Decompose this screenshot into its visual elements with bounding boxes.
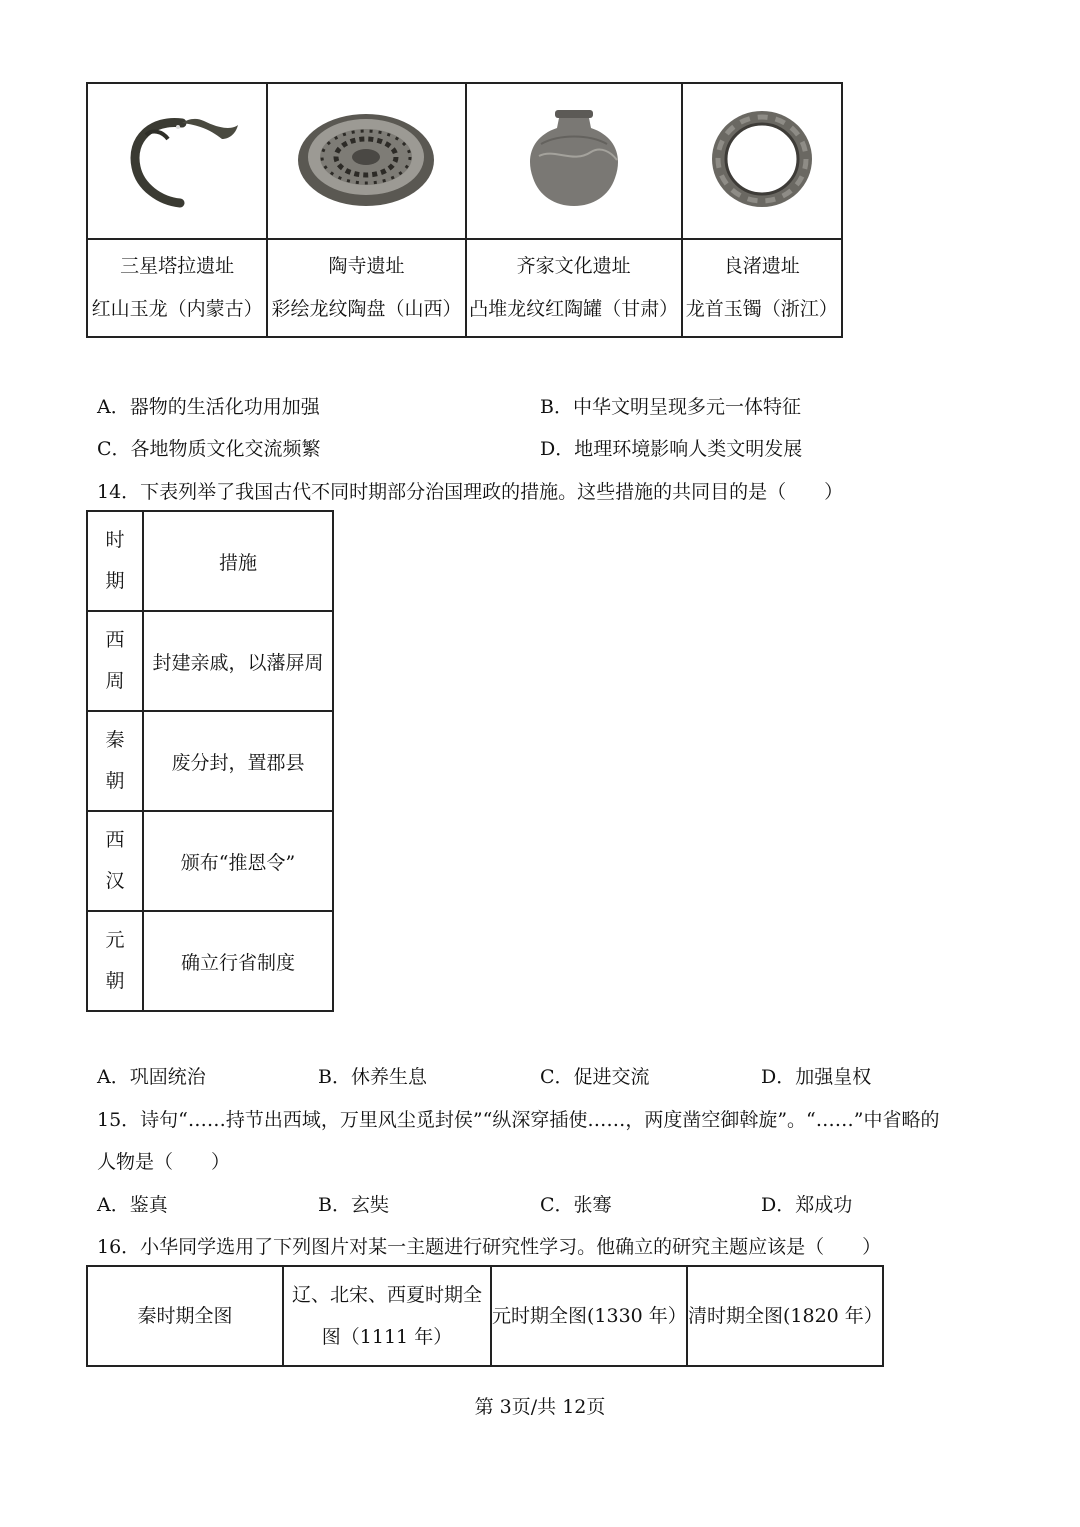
map-cell-qing: 清时期全图(1820 年）: [687, 1266, 883, 1366]
artifact-site: 良渚遗址: [723, 255, 800, 277]
table-row: [87, 911, 333, 1011]
q14-option-d[interactable]: D．加强皇权: [761, 1066, 872, 1088]
q13-option-d[interactable]: D．地理环境影响人类文明发展: [540, 438, 803, 460]
q14-option-c[interactable]: C．促进交流: [540, 1066, 650, 1088]
artifact-site: 齐家文化遗址: [516, 255, 631, 277]
q13-option-b[interactable]: B．中华文明呈现多元一体特征: [540, 396, 801, 418]
maps-table: [86, 1265, 884, 1367]
q15-option-c[interactable]: C．张骞: [540, 1194, 612, 1216]
period-cell: 元 朝: [87, 911, 143, 1011]
artifact-name: 凸堆龙纹红陶罐（甘肃）: [469, 298, 679, 320]
table-header-measure: 措施: [143, 511, 333, 611]
q13-option-c[interactable]: C．各地物质文化交流频繁: [97, 438, 321, 460]
artifact-site: 陶寺遗址: [328, 255, 405, 277]
artifact-name: 彩绘龙纹陶盘（山西）: [271, 298, 462, 320]
q14-option-b[interactable]: B．休养生息: [318, 1066, 427, 1088]
q15-option-d[interactable]: D．郑成功: [761, 1194, 853, 1216]
q15-option-a[interactable]: A．鉴真: [97, 1194, 168, 1216]
q13-option-a[interactable]: A．器物的生活化功用加强: [97, 396, 320, 418]
map-cell-yuan: 元时期全图(1330 年）: [491, 1266, 687, 1366]
period-cell: 西 汉: [87, 811, 143, 911]
measure-cell: 颁布“推恩令”: [143, 811, 333, 911]
q16-stem: 16．小华同学选用了下列图片对某一主题进行研究性学习。他确立的研究主题应该是（ ）: [97, 1236, 882, 1258]
q15-stem-line1: 15．诗句“……持节出西域，万里风尘觅封侯”“纵深穿插使……，两度凿空御斡旋”。“……”中省略的: [97, 1109, 940, 1131]
q14-stem: 14．下表列举了我国古代不同时期部分治国理政的措施。这些措施的共同目的是（ ）: [97, 481, 844, 503]
artifact-name: 龙首玉镯（浙江）: [685, 298, 838, 320]
artifact-image-cell: [267, 83, 465, 239]
period-cell: 西 周: [87, 611, 143, 711]
artifact-caption: [87, 239, 267, 337]
artifact-image-cell: [466, 83, 682, 239]
table-row: [87, 711, 333, 811]
artifact-image-cell: [682, 83, 842, 239]
artifact-name: 红山玉龙（内蒙古）: [91, 298, 263, 320]
q15-option-b[interactable]: B．玄奘: [318, 1194, 389, 1216]
jade-bracelet-icon: [702, 104, 822, 214]
measure-cell: 封建亲戚，以藩屏周: [143, 611, 333, 711]
pottery-jar-icon: [519, 104, 629, 214]
measure-cell: 废分封，置郡县: [143, 711, 333, 811]
table-row: [87, 811, 333, 911]
artifact-caption: [267, 239, 465, 337]
map-cell-qin: 秦时期全图: [87, 1266, 283, 1366]
artifact-caption: [682, 239, 842, 337]
table-row: [87, 611, 333, 711]
q14-option-a[interactable]: A．巩固统治: [97, 1066, 206, 1088]
map-cell-liao-song-xixia: 辽、北宋、西夏时期全 图（1111 年）: [283, 1266, 491, 1366]
artifact-site: 三星塔拉遗址: [120, 255, 235, 277]
jade-dragon-icon: [112, 109, 242, 209]
q15-stem-line2: 人物是（ ）: [97, 1151, 231, 1173]
table-header-period: 时 期: [87, 511, 143, 611]
artifact-table: [86, 82, 843, 338]
painted-plate-icon: [291, 104, 441, 214]
measure-cell: 确立行省制度: [143, 911, 333, 1011]
artifact-caption: [466, 239, 682, 337]
page-footer: 第 3页/共 12页: [474, 1396, 606, 1418]
period-cell: 秦 朝: [87, 711, 143, 811]
measures-table: [86, 510, 334, 1012]
artifact-image-cell: [87, 83, 267, 239]
